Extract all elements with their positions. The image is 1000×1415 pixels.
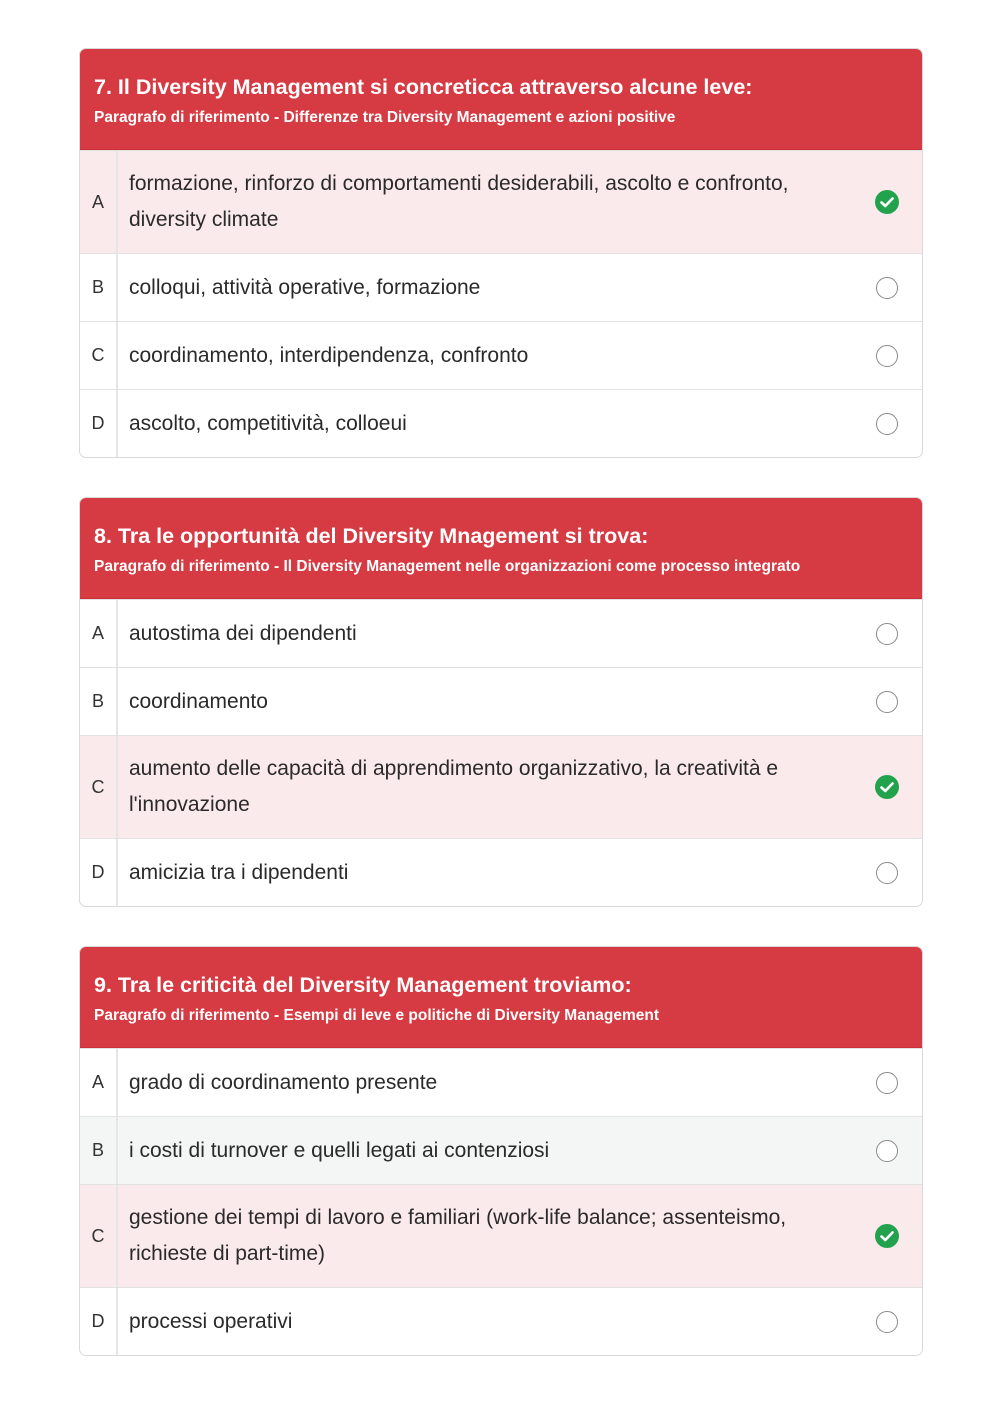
answer-option-c[interactable]: [80, 1184, 922, 1287]
radio-empty-icon[interactable]: [876, 623, 898, 645]
question-title: 9. Tra le criticità del Diversity Management troviamo:: [94, 973, 632, 997]
option-letter: B: [80, 668, 118, 735]
question-title: 8. Tra le opportunità del Diversity Mnagement si trova:: [94, 524, 649, 548]
answer-option-b[interactable]: [80, 253, 922, 321]
option-letter: A: [80, 600, 118, 667]
radio-empty-icon[interactable]: [876, 1140, 898, 1162]
radio-empty-icon[interactable]: [876, 862, 898, 884]
option-text: aumento delle capacità di apprendimento organizzativo, la creatività e l'innovazione: [129, 757, 779, 816]
option-text: processi operativi: [129, 1309, 293, 1333]
answer-option-d[interactable]: [80, 838, 922, 906]
option-letter: B: [80, 1117, 118, 1184]
question-title: 7. Il Diversity Management si concreticca attraverso alcune leve:: [94, 75, 753, 99]
question-reference: Paragrafo di riferimento - Esempi di leve e politiche di Diversity Management: [94, 1007, 660, 1024]
radio-empty-icon[interactable]: [876, 277, 898, 299]
check-circle-icon: [874, 189, 900, 215]
radio-empty-icon[interactable]: [876, 345, 898, 367]
option-letter: D: [80, 390, 118, 457]
option-text: autostima dei dipendenti: [129, 621, 357, 645]
check-circle-icon: [874, 774, 900, 800]
option-letter: D: [80, 1288, 118, 1355]
radio-empty-icon[interactable]: [876, 1072, 898, 1094]
answer-option-c[interactable]: [80, 735, 922, 838]
option-letter: C: [80, 1185, 118, 1287]
option-text: amicizia tra i dipendenti: [129, 860, 349, 884]
question-header: [80, 498, 922, 599]
answer-option-a[interactable]: [80, 1048, 922, 1116]
option-text: colloqui, attività operative, formazione: [129, 275, 481, 299]
option-text: ascolto, competitività, colloeui: [129, 411, 407, 435]
option-letter: A: [80, 1049, 118, 1116]
answer-option-a[interactable]: [80, 599, 922, 667]
option-letter: D: [80, 839, 118, 906]
question-card-7: [79, 48, 923, 458]
option-text: coordinamento: [129, 689, 268, 713]
answer-option-d[interactable]: [80, 389, 922, 457]
answer-option-a[interactable]: [80, 150, 922, 253]
option-letter: A: [80, 151, 118, 253]
question-reference: Paragrafo di riferimento - Il Diversity Management nelle organizzazioni come processo integrato: [94, 558, 801, 575]
radio-empty-icon[interactable]: [876, 691, 898, 713]
radio-empty-icon[interactable]: [876, 1311, 898, 1333]
option-text: formazione, rinforzo di comportamenti desiderabili, ascolto e confronto, diversity climate: [129, 172, 789, 231]
answer-option-b[interactable]: [80, 667, 922, 735]
answer-option-c[interactable]: [80, 321, 922, 389]
option-letter: C: [80, 322, 118, 389]
question-card-8: [79, 497, 923, 907]
radio-empty-icon[interactable]: [876, 413, 898, 435]
question-header: [80, 947, 922, 1048]
answer-option-b[interactable]: [80, 1116, 922, 1184]
option-letter: B: [80, 254, 118, 321]
option-text: grado di coordinamento presente: [129, 1070, 438, 1094]
option-text: coordinamento, interdipendenza, confronto: [129, 343, 529, 367]
question-card-9: [79, 946, 923, 1356]
question-header: [80, 49, 922, 150]
option-text: gestione dei tempi di lavoro e familiari (work-life balance; assenteismo, richieste di part-time): [129, 1206, 787, 1265]
option-text: i costi di turnover e quelli legati ai contenziosi: [129, 1138, 550, 1162]
option-letter: C: [80, 736, 118, 838]
answer-option-d[interactable]: [80, 1287, 922, 1355]
check-circle-icon: [874, 1223, 900, 1249]
question-reference: Paragrafo di riferimento - Differenze tra Diversity Management e azioni positive: [94, 109, 676, 126]
